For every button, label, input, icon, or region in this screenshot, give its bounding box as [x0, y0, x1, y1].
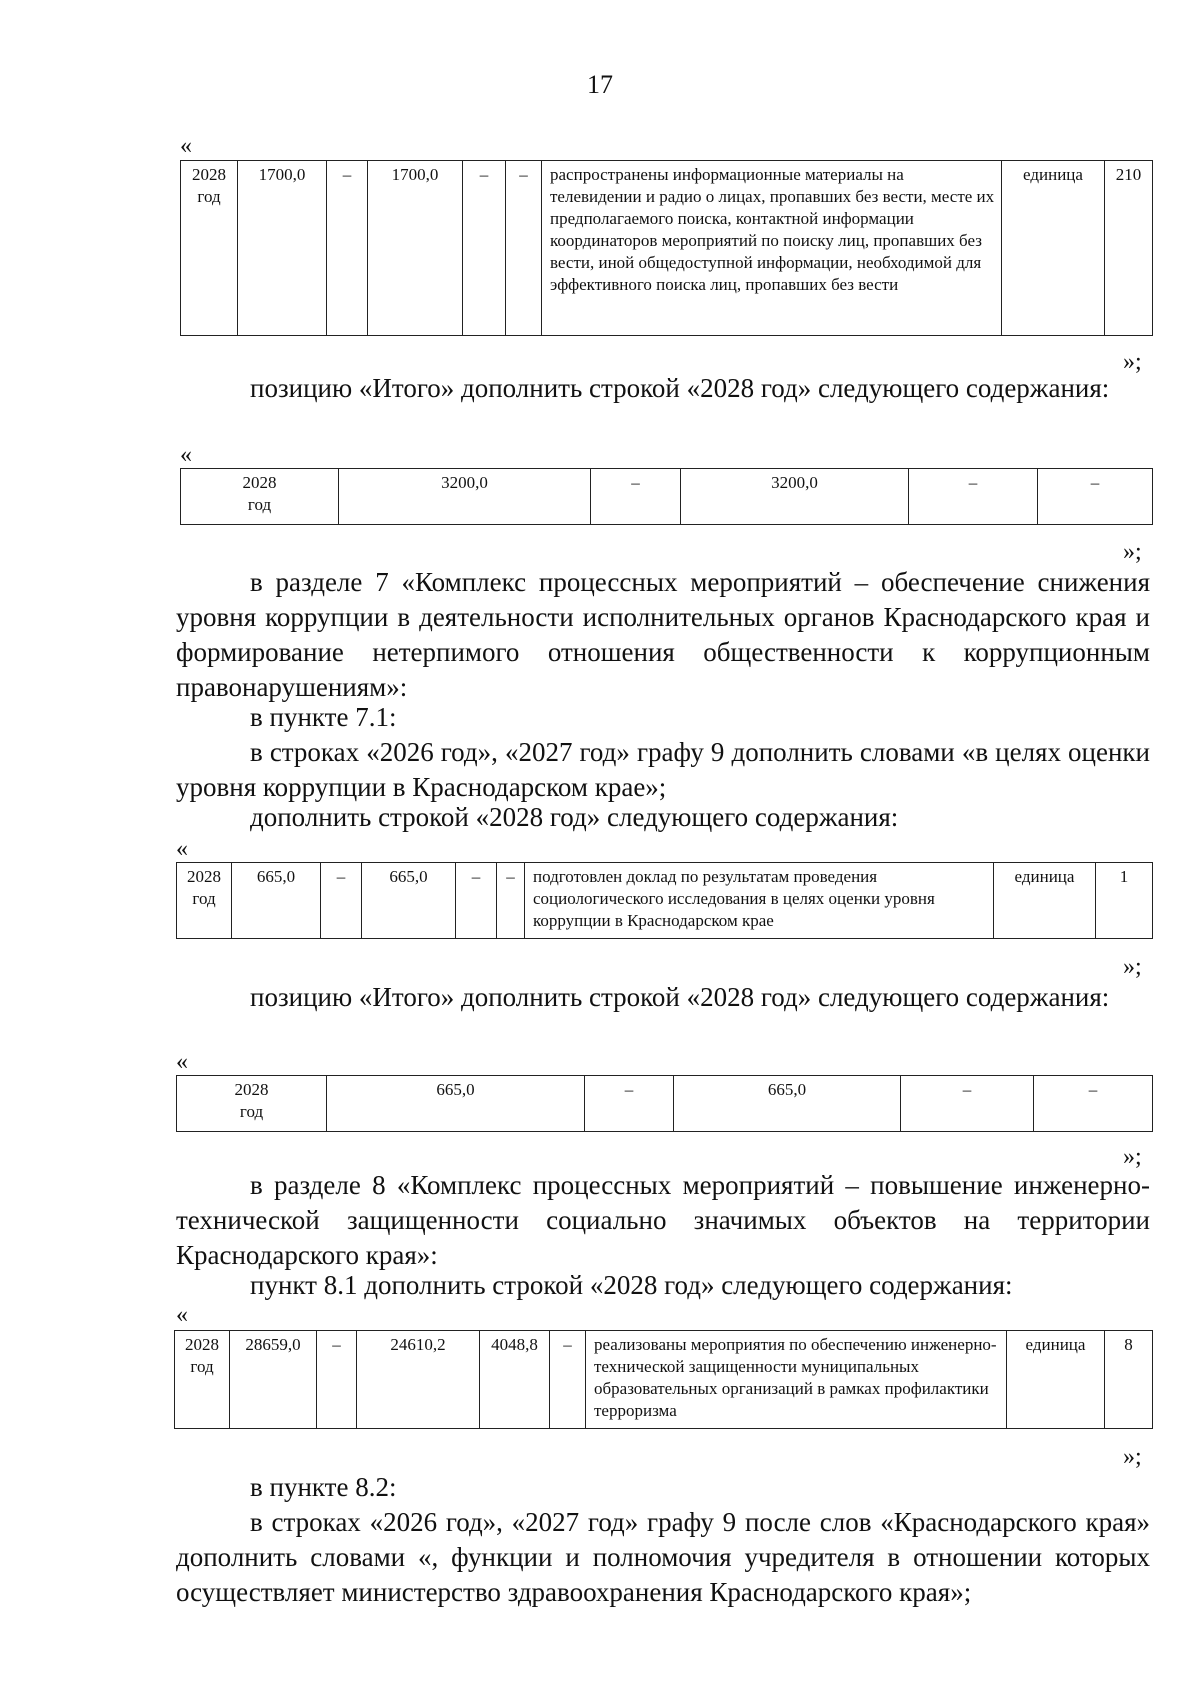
value-cell: 8 — [1105, 1331, 1153, 1429]
paragraph: дополнить строкой «2028 год» следующего содержания: — [250, 802, 899, 832]
cell-4: 665,0 — [674, 1076, 901, 1132]
value-cell: 210 — [1105, 161, 1153, 336]
table-8-1-2028 — [174, 1330, 1153, 1429]
open-quote: « — [180, 442, 192, 468]
cell-3: – — [327, 161, 368, 336]
table-total-2028 — [180, 468, 1153, 525]
total-cell: 3200,0 — [339, 469, 591, 525]
total-cell: 665,0 — [327, 1076, 585, 1132]
table-total-2028-b — [176, 1075, 1153, 1132]
year-cell: 2028 год — [181, 469, 339, 525]
table-row — [181, 161, 1153, 336]
total-cell: 1700,0 — [238, 161, 327, 336]
cell-5: 4048,8 — [480, 1331, 550, 1429]
table-row — [175, 1331, 1153, 1429]
cell-5: – — [901, 1076, 1034, 1132]
open-quote: « — [176, 1302, 188, 1328]
cell-5: – — [456, 863, 497, 939]
total-cell: 28659,0 — [230, 1331, 317, 1429]
table-row — [177, 863, 1153, 939]
paragraph: позицию «Итого» дополнить строкой «2028 год» следующего содержания: — [250, 982, 1110, 1012]
cell-3: – — [317, 1331, 357, 1429]
description-cell: реализованы мероприятия по обеспечению инженерно-технической защищенности муниципальных образовательных организаций в рамках профилактики терроризма — [586, 1331, 1007, 1429]
cell-6: – — [497, 863, 525, 939]
cell-4: 24610,2 — [357, 1331, 480, 1429]
cell-3: – — [321, 863, 362, 939]
cell-5: – — [463, 161, 506, 336]
description-cell: подготовлен доклад по результатам проведения социологического исследования в целях оценки уровня коррупции в Краснодарском крае — [525, 863, 994, 939]
paragraph: в строках «2026 год», «2027 год» графу 9 после слов «Краснодарского края» дополнить словами «, функции и полномочия учредителя в отношении которых осуществляет министерство здравоохранения Краснодарского края»; — [176, 1507, 1150, 1607]
year-cell: 2028 год — [175, 1331, 230, 1429]
year-cell: 2028 год — [181, 161, 238, 336]
paragraph: в разделе 7 «Комплекс процессных мероприятий – обеспечение снижения уровня коррупции в деятельности исполнительных органов Краснодарского края и формирование нетерпимого отношения общественности к коррупционным правонарушениям»: — [176, 567, 1150, 702]
year-cell: 2028 год — [177, 1076, 327, 1132]
close-quote: »; — [1123, 539, 1142, 565]
close-quote: »; — [1123, 1144, 1142, 1170]
paragraph: в строках «2026 год», «2027 год» графу 9 дополнить словами «в целях оценки уровня коррупции в Краснодарском крае»; — [176, 737, 1150, 802]
cell-3: – — [591, 469, 681, 525]
unit-cell: единица — [994, 863, 1096, 939]
table-row — [177, 1076, 1153, 1132]
cell-6: – — [550, 1331, 586, 1429]
table-7-1-2028 — [176, 862, 1153, 939]
open-quote: « — [180, 133, 192, 159]
value-cell: 1 — [1096, 863, 1153, 939]
paragraph: в разделе 8 «Комплекс процессных мероприятий – повышение инженерно-технической защищенности социально значимых объектов на территории Краснодарского края»: — [176, 1170, 1150, 1270]
open-quote: « — [176, 1049, 188, 1075]
total-cell: 665,0 — [232, 863, 321, 939]
cell-6: – — [1038, 469, 1153, 525]
open-quote: « — [176, 836, 188, 862]
cell-4: 665,0 — [362, 863, 456, 939]
table-2028-info — [180, 160, 1153, 336]
unit-cell: единица — [1007, 1331, 1105, 1429]
close-quote: »; — [1123, 349, 1142, 375]
cell-5: – — [909, 469, 1038, 525]
paragraph: позицию «Итого» дополнить строкой «2028 год» следующего содержания: — [250, 373, 1110, 403]
cell-4: 1700,0 — [368, 161, 463, 336]
close-quote: »; — [1123, 954, 1142, 980]
cell-6: – — [506, 161, 542, 336]
paragraph: в пункте 8.2: — [250, 1472, 397, 1502]
year-cell: 2028 год — [177, 863, 232, 939]
cell-3: – — [585, 1076, 674, 1132]
paragraph: в пункте 7.1: — [250, 702, 397, 732]
unit-cell: единица — [1002, 161, 1105, 336]
cell-6: – — [1034, 1076, 1153, 1132]
cell-4: 3200,0 — [681, 469, 909, 525]
close-quote: »; — [1123, 1444, 1142, 1470]
table-row — [181, 469, 1153, 525]
description-cell: распространены информационные материалы на телевидении и радио о лицах, пропавших без вести, месте их предполагаемого поиска, контактной информации координаторов мероприятий по поиску лиц, пропавших без вести, иной общедоступной информации, необходимой для эффективного поиска лиц, пропавших без вести — [542, 161, 1002, 336]
paragraph: пункт 8.1 дополнить строкой «2028 год» следующего содержания: — [250, 1270, 1013, 1300]
page-number: 17 — [587, 70, 613, 99]
